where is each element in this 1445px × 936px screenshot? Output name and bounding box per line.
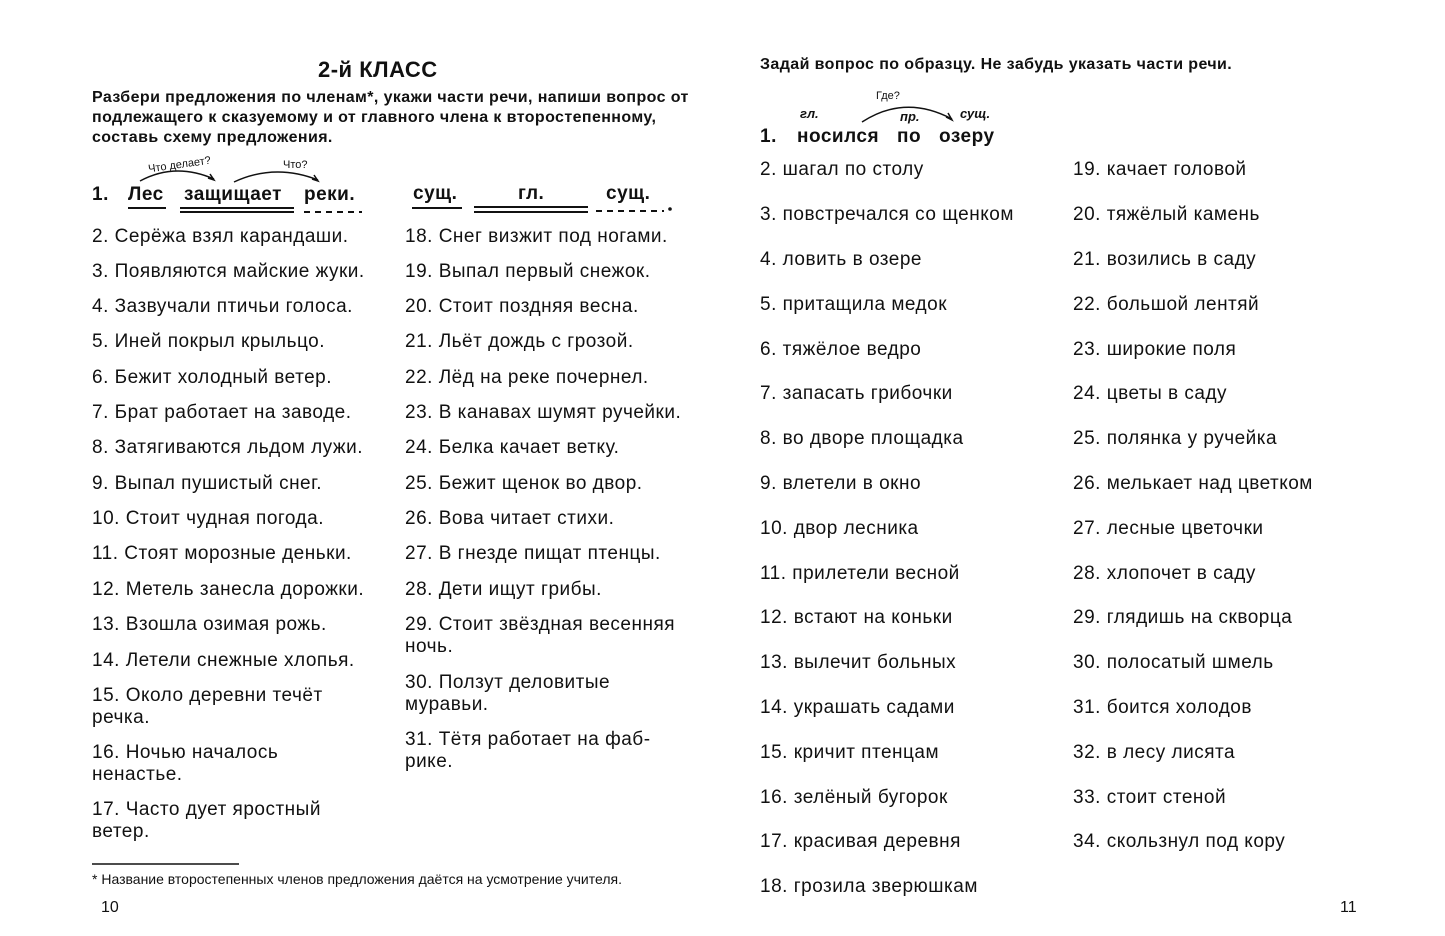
list-item: 33. стоит стеной: [1073, 787, 1227, 808]
list-item: 28. хлопочет в саду: [1073, 563, 1256, 584]
list-item: 2. шагал по столу: [760, 159, 924, 180]
scheme-noun-1: сущ.: [413, 183, 458, 204]
list-item: 26. мелькает над цветком: [1073, 473, 1313, 494]
list-item: 17. Часто дует яростный ветер.: [92, 799, 321, 842]
question-subject-predicate: Что делает?: [147, 154, 212, 176]
footnote: * Название второстепенных членов предложения даётся на усмотрение учителя.: [92, 871, 622, 887]
list-item: 10. двор лесника: [760, 518, 919, 539]
list-item: 22. Лёд на реке почернел.: [405, 367, 649, 388]
list-item: 25. Бежит щенок во двор.: [405, 473, 643, 494]
list-item: 22. большой лентяй: [1073, 294, 1260, 315]
scheme-verb: гл.: [518, 183, 545, 204]
list-item: 25. полянка у ручейка: [1073, 428, 1278, 449]
list-item: 8. во дворе площадка: [760, 428, 964, 449]
list-item: 31. боится холодов: [1073, 697, 1252, 718]
list-item: 27. В гнезде пищат птенцы.: [405, 543, 661, 564]
list-item: 23. В канавах шумят ручейки.: [405, 402, 682, 423]
list-item: 3. Появляются майские жуки.: [92, 261, 365, 282]
page-number-left: 10: [101, 899, 119, 916]
list-item: 16. зелёный бугорок: [760, 787, 948, 808]
example-word-3: озеру: [939, 126, 995, 147]
list-item: 29. Стоит звёздная весенняя ночь.: [405, 614, 676, 657]
list-item: 30. Ползут деловитые муравьи.: [405, 672, 611, 715]
list-item: 27. лесные цветочки: [1073, 518, 1264, 539]
label-noun: сущ.: [960, 106, 991, 121]
list-item: 7. запасать грибочки: [760, 383, 953, 404]
list-item: 14. Летели снежные хлопья.: [92, 650, 355, 671]
list-item: 10. Стоит чудная погода.: [92, 508, 324, 529]
list-item: 18. грозила зверюшкам: [760, 876, 978, 897]
right-instruction: Задай вопрос по образцу. Не забудь указать части речи.: [760, 56, 1233, 73]
scheme-noun-2: сущ.: [606, 183, 651, 204]
list-item: 26. Вова читает стихи.: [405, 508, 615, 529]
list-item: 15. Около деревни течёт речка.: [92, 685, 323, 728]
list-item: 6. Бежит холодный ветер.: [92, 367, 332, 388]
list-item: 14. украшать садами: [760, 697, 955, 718]
page-title: 2-й КЛАСС: [318, 57, 438, 82]
label-verb: гл.: [800, 106, 819, 121]
list-item: 24. Белка качает ветку.: [405, 437, 620, 458]
example-word-2: по: [897, 126, 922, 147]
example-predicate: защищает: [184, 184, 282, 205]
list-item: 2. Серёжа взял карандаши.: [92, 226, 349, 247]
example-number: 1.: [760, 126, 777, 147]
example-word-1: носился: [797, 126, 880, 147]
example-object: реки.: [304, 184, 356, 205]
list-item: 24. цветы в саду: [1073, 383, 1228, 404]
list-item: 30. полосатый шмель: [1073, 652, 1274, 673]
list-item: 4. Зазвучали птичьи голоса.: [92, 296, 353, 317]
left-instruction: Разбери предложения по членам*, укажи части речи, напиши вопрос от подлежащего к сказуемому и от главного члена к второстепенному, составь схему предложения.: [92, 89, 689, 146]
list-item: 32. в лесу лисята: [1073, 742, 1236, 763]
list-item: 21. возились в саду: [1073, 249, 1257, 270]
list-item: 8. Затягиваются льдом лужи.: [92, 437, 364, 458]
list-item: 31. Тётя работает на фаб-рике.: [405, 729, 651, 772]
question-label: Где?: [876, 90, 900, 102]
list-item: 19. Выпал первый снежок.: [405, 261, 651, 282]
list-item: 9. Выпал пушистый снег.: [92, 473, 323, 494]
list-item: 20. Стоит поздняя весна.: [405, 296, 639, 317]
list-item: 23. широкие поля: [1073, 339, 1237, 360]
list-item: 6. тяжёлое ведро: [760, 339, 922, 360]
list-item: 17. красивая деревня: [760, 831, 961, 852]
list-item: 13. Взошла озимая рожь.: [92, 614, 327, 635]
list-item: 15. кричит птенцам: [760, 742, 940, 763]
list-item: 3. повстречался со щенком: [760, 204, 1014, 225]
list-item: 29. глядишь на скворца: [1073, 607, 1293, 628]
list-item: 18. Снег визжит под ногами.: [405, 226, 668, 247]
example-subject: Лес: [128, 184, 164, 205]
label-preposition: пр.: [900, 109, 920, 124]
list-item: 34. скользнул под кору: [1073, 831, 1286, 852]
arrow-predicate-object: [234, 172, 318, 182]
list-item: 21. Льёт дождь с грозой.: [405, 331, 634, 352]
arrow-subject-predicate: [140, 171, 214, 181]
example-number: 1.: [92, 184, 109, 205]
list-item: 9. влетели в окно: [760, 473, 922, 494]
question-predicate-object: Что?: [283, 159, 308, 171]
list-item: 11. прилетели весной: [760, 563, 960, 584]
list-item: 16. Ночью началось ненастье.: [92, 742, 279, 785]
list-item: 28. Дети ищут грибы.: [405, 579, 602, 600]
page-number-right: 11: [1340, 899, 1357, 916]
list-item: 11. Стоят морозные деньки.: [92, 543, 352, 564]
list-item: 4. ловить в озере: [760, 249, 923, 270]
list-item: 12. Метель занесла дорожки.: [92, 579, 365, 600]
list-item: 12. встают на коньки: [760, 607, 953, 628]
list-item: 19. качает головой: [1073, 159, 1247, 180]
list-item: 13. вылечит больных: [760, 652, 957, 673]
list-item: 5. Иней покрыл крыльцо.: [92, 331, 326, 352]
list-item: 5. притащила медок: [760, 294, 948, 315]
list-item: 7. Брат работает на заводе.: [92, 402, 352, 423]
list-item: 20. тяжёлый камень: [1073, 204, 1260, 225]
